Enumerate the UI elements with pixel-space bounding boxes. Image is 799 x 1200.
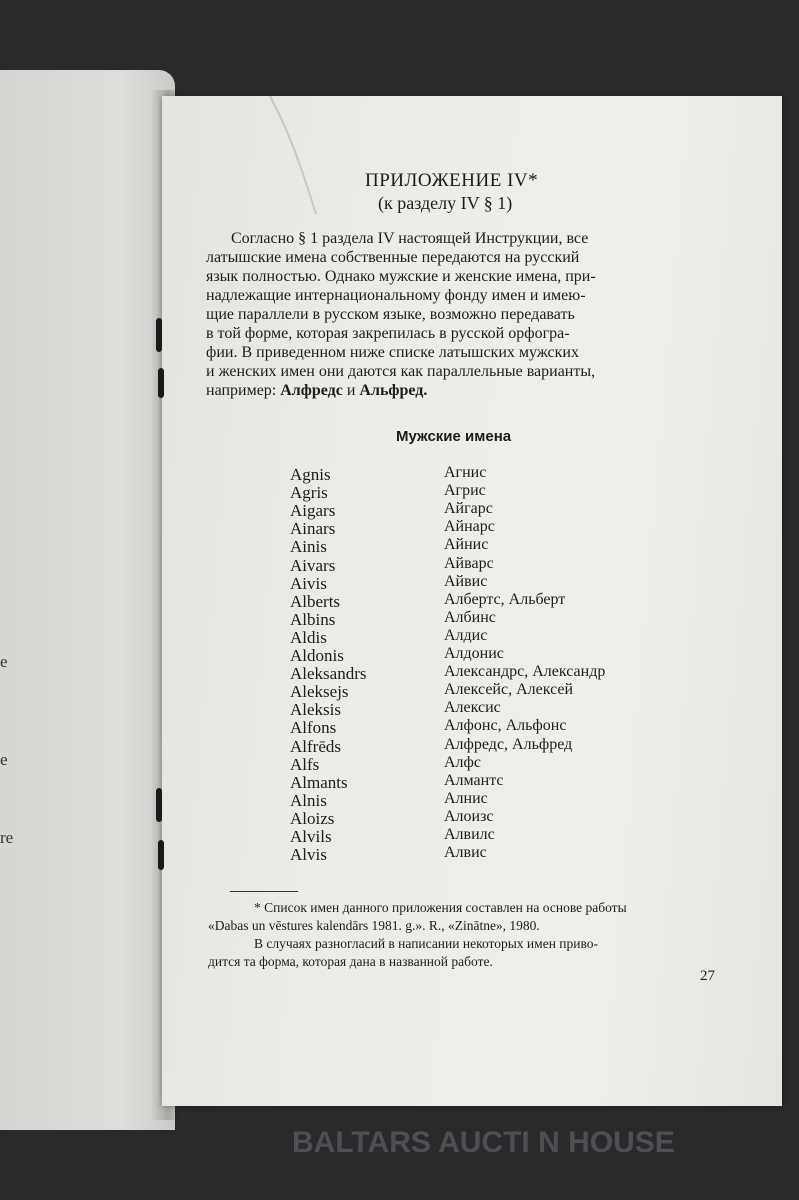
paragraph-line: в той форме, которая закрепилась в русской орфогра- — [206, 325, 570, 342]
russian-name: Агрис — [444, 482, 486, 500]
page-number: 27 — [700, 968, 715, 984]
footnote-line: дится та форма, которая дана в названной работе. — [208, 954, 493, 969]
latvian-name: Alnis — [290, 790, 327, 810]
russian-name: Алдис — [444, 626, 488, 644]
paragraph-text: и — [342, 382, 360, 399]
latvian-name: Agnis — [290, 465, 331, 484]
paragraph-line: фии. В приведенном ниже списке латышских мужских — [206, 344, 579, 361]
russian-name: Айгарс — [444, 500, 493, 518]
paragraph-line: Согласно § 1 раздела IV настоящей Инструкции, все — [231, 230, 589, 247]
latvian-name: Aldonis — [290, 646, 344, 665]
paragraph-text: например: — [206, 382, 281, 399]
latvian-name: Aivars — [290, 555, 336, 575]
latvian-name: Albins — [290, 609, 336, 629]
footnote-line: В случаях разногласий в написании некоторых имен приво- — [254, 936, 599, 951]
latvian-name: Alberts — [290, 591, 341, 611]
russian-name: Алвис — [444, 844, 487, 862]
russian-name: Алвилс — [444, 826, 495, 843]
russian-name: Айнарс — [444, 518, 495, 536]
latvian-name: Alfons — [290, 718, 337, 738]
page-title: ПРИЛОЖЕНИЕ IV* — [365, 170, 539, 191]
footnote-rule — [230, 891, 298, 892]
staple — [156, 318, 162, 352]
left-page — [0, 70, 175, 1130]
paragraph-line: латышские имена собственные передаются на русский — [206, 249, 580, 266]
latvian-name: Aleksejs — [290, 682, 349, 702]
russian-name: Албертс, Альберт — [444, 590, 566, 608]
latvian-name: Aldis — [290, 627, 327, 647]
russian-name: Айнис — [444, 536, 489, 554]
russian-name: Айвис — [444, 572, 488, 590]
section-heading: Мужские имена — [396, 428, 512, 445]
russian-name: Айварс — [444, 554, 494, 572]
latvian-name: Almants — [290, 772, 348, 792]
paragraph-last-line — [206, 382, 427, 400]
paragraph-line: язык полностью. Однако мужские и женские имена, при- — [206, 268, 596, 285]
latvian-name: Alfrēds — [290, 736, 341, 756]
page-subtitle: (к разделу IV § 1) — [378, 193, 513, 213]
russian-name: Алнис — [444, 789, 488, 807]
russian-name: Албинс — [444, 608, 496, 626]
paragraph-line: надлежащие интернациональному фонду имен и имею- — [206, 287, 586, 304]
paper-crease — [268, 96, 328, 216]
russian-name: Алексис — [444, 699, 501, 717]
latvian-name: Aloizs — [290, 808, 335, 828]
watermark: BALTARS AUCTI N HOUSE — [292, 1126, 675, 1159]
russian-name: Агнис — [444, 464, 487, 481]
russian-name: Алоизс — [444, 807, 494, 825]
staple — [158, 840, 164, 870]
russian-name: Алексейс, Алексей — [444, 681, 574, 699]
staple — [156, 788, 162, 822]
footnote-line: * Список имен данного приложения составлен на основе работы — [254, 900, 627, 915]
russian-name: Алдонис — [444, 645, 504, 662]
latvian-name: Alvis — [290, 845, 327, 865]
latvian-name: Agris — [290, 483, 328, 503]
staple — [158, 368, 164, 398]
latvian-name: Aivis — [290, 573, 327, 593]
russian-name: Алфонс, Альфонс — [444, 717, 567, 735]
russian-name: Александрс, Александр — [444, 663, 606, 681]
paragraph-line: и женских имен они даются как параллельные варианты, — [206, 363, 596, 380]
latvian-name: Alfs — [290, 754, 320, 774]
russian-name: Алмантс — [444, 771, 504, 789]
left-page-fragment: e — [0, 750, 8, 769]
example-name-russian-form: Альфред. — [359, 382, 428, 399]
russian-name: Алфс — [444, 753, 482, 771]
left-page-fragment: re — [0, 828, 14, 847]
paragraph-line: щие параллели в русском языке, возможно передавать — [206, 306, 575, 323]
russian-name: Алфредс, Альфред — [444, 735, 573, 753]
footnote-line: «Dabas un vēstures kalendārs 1981. g.». R., «Zinātne», 1980. — [208, 918, 540, 933]
latvian-name: Ainis — [290, 537, 327, 557]
latvian-name: Alvils — [290, 827, 332, 846]
latvian-name: Aleksandrs — [290, 664, 367, 684]
example-name-latvian-form: Алфредс — [280, 382, 343, 399]
latvian-name: Aleksis — [290, 700, 341, 720]
latvian-name: Aigars — [290, 501, 336, 521]
latvian-name: Ainars — [290, 519, 336, 539]
left-page-fragment: e — [0, 652, 8, 671]
